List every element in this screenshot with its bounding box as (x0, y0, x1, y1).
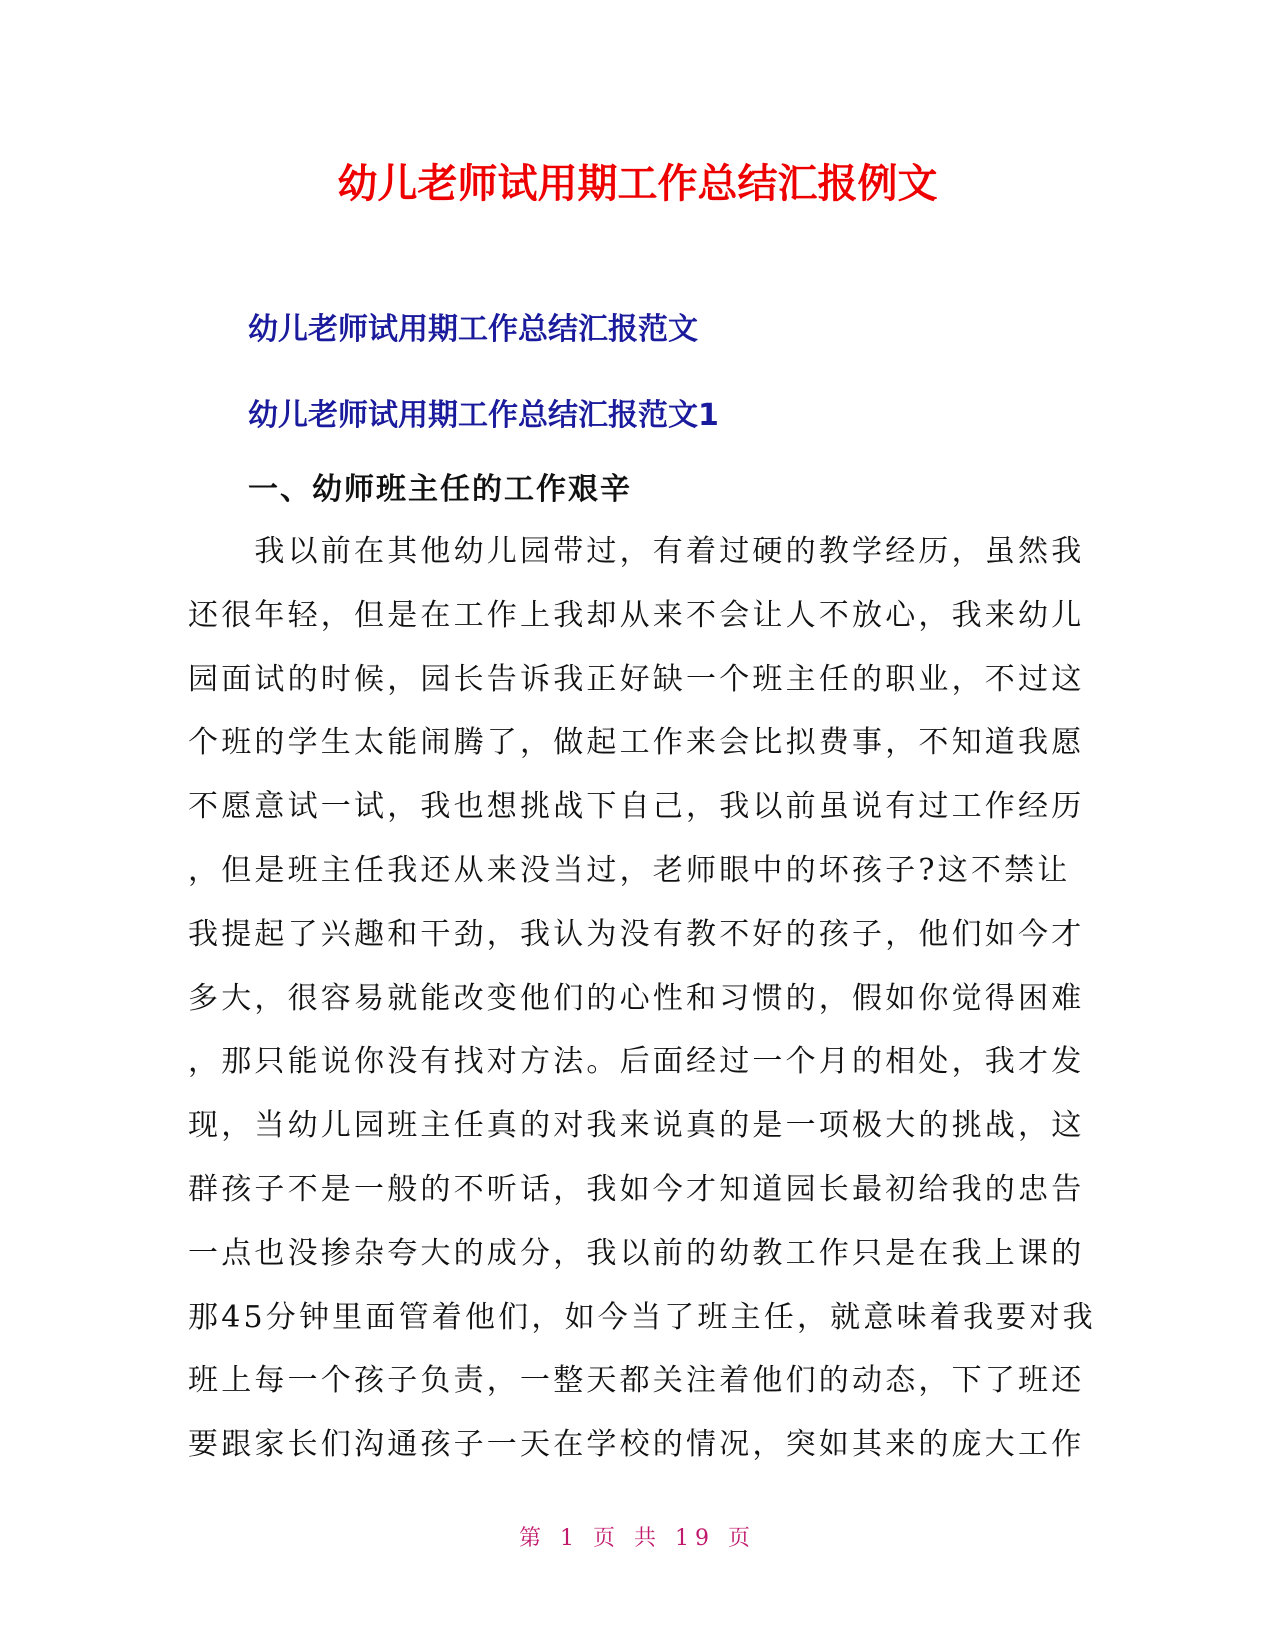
body-paragraph (188, 532, 1096, 1489)
body-line: 我以前在其他幼儿园带过，有着过硬的教学经历，虽然我 (188, 534, 1085, 569)
body-line: 多大，很容易就能改变他们的心性和习惯的，假如你觉得困难 (188, 980, 1085, 1016)
section-heading: 一、幼师班主任的工作艰辛 (248, 472, 632, 507)
body-line: 不愿意试一试，我也想挑战下自己，我以前虽说有过工作经历 (188, 789, 1085, 825)
body-line: 园面试的时候，园长告诉我正好缺一个班主任的职业，不过这 (188, 661, 1085, 697)
body-line: 班上每一个孩子负责，一整天都关注着他们的动态，下了班还 (188, 1363, 1085, 1399)
body-line: 一点也没掺杂夸大的成分，我以前的幼教工作只是在我上课的 (188, 1235, 1085, 1271)
body-line: 现，当幼儿园班主任真的对我来说真的是一项极大的挑战，这 (188, 1108, 1085, 1144)
body-line: 个班的学生太能闹腾了，做起工作来会比拟费事，不知道我愿 (188, 725, 1085, 761)
body-line: 要跟家长们沟通孩子一天在学校的情况，突如其来的庞大工作 (188, 1427, 1085, 1463)
body-line: 我提起了兴趣和干劲，我认为没有教不好的孩子，他们如今才 (188, 916, 1085, 952)
body-line: ，那只能说你没有找对方法。后面经过一个月的相处，我才发 (188, 1044, 1085, 1080)
document-title: 幼儿老师试用期工作总结汇报例文 (337, 161, 938, 207)
body-line: ，但是班主任我还从来没当过，老师眼中的坏孩子?这不禁让 (188, 852, 1071, 888)
body-line: 还很年轻，但是在工作上我却从来不会让人不放心，我来幼儿 (188, 597, 1085, 633)
subheading-1: 幼儿老师试用期工作总结汇报范文 (248, 312, 698, 347)
body-line: 群孩子不是一般的不听话，我如今才知道园长最初给我的忠告 (188, 1171, 1085, 1207)
page-number: 第 1 页 共 19 页 (519, 1526, 756, 1551)
body-line: 那45分钟里面管着他们，如今当了班主任，就意味着我要对我 (188, 1299, 1096, 1335)
subheading-2: 幼儿老师试用期工作总结汇报范文1 (248, 398, 719, 433)
